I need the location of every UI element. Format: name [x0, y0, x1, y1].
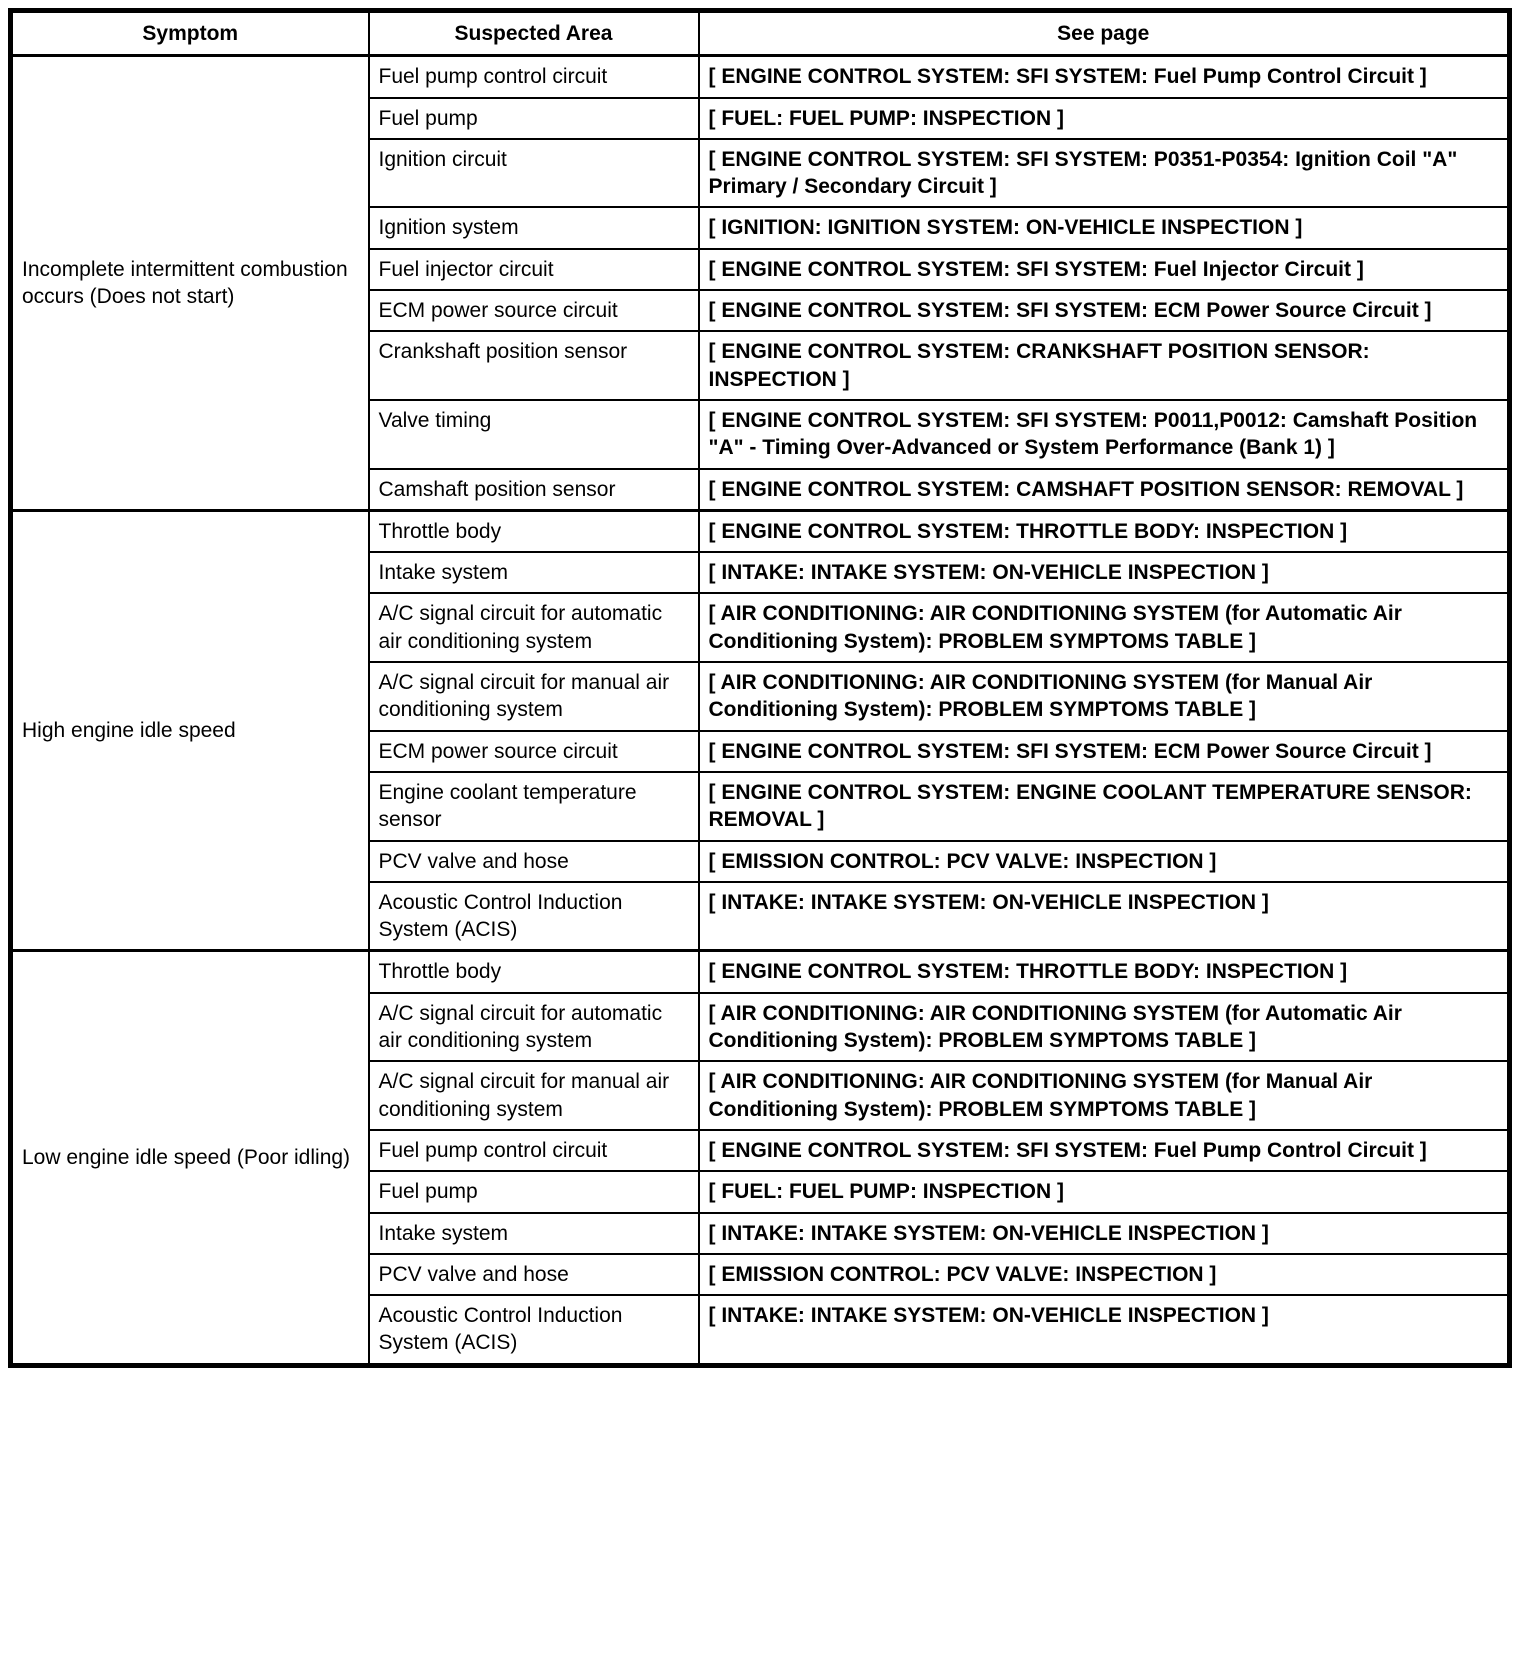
see-page-ref: [ ENGINE CONTROL SYSTEM: ENGINE COOLANT TEMPERATURE SENSOR: REMOVAL ] [699, 772, 1510, 841]
see-page-ref: [ FUEL: FUEL PUMP: INSPECTION ] [699, 98, 1510, 139]
symptom-cell: High engine idle speed [11, 510, 369, 951]
suspected-area-cell: Fuel pump control circuit [369, 56, 699, 98]
suspected-area-cell: A/C signal circuit for manual air conditioning system [369, 1061, 699, 1130]
see-page-ref: [ ENGINE CONTROL SYSTEM: THROTTLE BODY: INSPECTION ] [699, 510, 1510, 552]
suspected-area-cell: A/C signal circuit for automatic air conditioning system [369, 993, 699, 1062]
see-page-ref: [ INTAKE: INTAKE SYSTEM: ON-VEHICLE INSPECTION ] [699, 552, 1510, 593]
see-page-ref: [ ENGINE CONTROL SYSTEM: SFI SYSTEM: ECM Power Source Circuit ] [699, 290, 1510, 331]
suspected-area-cell: Ignition system [369, 207, 699, 248]
problem-symptoms-table [8, 8, 1512, 1368]
suspected-area-cell: Throttle body [369, 951, 699, 993]
suspected-area-cell: PCV valve and hose [369, 841, 699, 882]
suspected-area-cell: Ignition circuit [369, 139, 699, 208]
table-body [11, 56, 1510, 1365]
see-page-ref: [ ENGINE CONTROL SYSTEM: SFI SYSTEM: Fuel Pump Control Circuit ] [699, 56, 1510, 98]
see-page-ref: [ FUEL: FUEL PUMP: INSPECTION ] [699, 1171, 1510, 1212]
header-suspected-area: Suspected Area [369, 11, 699, 56]
suspected-area-cell: Fuel pump control circuit [369, 1130, 699, 1171]
suspected-area-cell: Fuel injector circuit [369, 249, 699, 290]
see-page-ref: [ IGNITION: IGNITION SYSTEM: ON-VEHICLE INSPECTION ] [699, 207, 1510, 248]
header-see-page: See page [699, 11, 1510, 56]
suspected-area-cell: Intake system [369, 552, 699, 593]
suspected-area-cell: Intake system [369, 1213, 699, 1254]
see-page-ref: [ EMISSION CONTROL: PCV VALVE: INSPECTION ] [699, 1254, 1510, 1295]
suspected-area-cell: Fuel pump [369, 98, 699, 139]
header-symptom: Symptom [11, 11, 369, 56]
see-page-ref: [ ENGINE CONTROL SYSTEM: SFI SYSTEM: P0351-P0354: Ignition Coil "A" Primary / Secondary Circuit ] [699, 139, 1510, 208]
see-page-ref: [ ENGINE CONTROL SYSTEM: SFI SYSTEM: P0011,P0012: Camshaft Position "A" - Timing Over-Advanced or System Performance (Bank 1) ] [699, 400, 1510, 469]
suspected-area-cell: PCV valve and hose [369, 1254, 699, 1295]
suspected-area-cell: Acoustic Control Induction System (ACIS) [369, 882, 699, 951]
suspected-area-cell: Crankshaft position sensor [369, 331, 699, 400]
suspected-area-cell: Camshaft position sensor [369, 469, 699, 511]
symptom-cell: Incomplete intermittent combustion occurs (Does not start) [11, 56, 369, 511]
see-page-ref: [ ENGINE CONTROL SYSTEM: CRANKSHAFT POSITION SENSOR: INSPECTION ] [699, 331, 1510, 400]
symptom-cell: Low engine idle speed (Poor idling) [11, 951, 369, 1365]
table-row [11, 951, 1510, 993]
see-page-ref: [ AIR CONDITIONING: AIR CONDITIONING SYSTEM (for Manual Air Conditioning System): PROBLEM SYMPTOMS TABLE ] [699, 662, 1510, 731]
see-page-ref: [ AIR CONDITIONING: AIR CONDITIONING SYSTEM (for Automatic Air Conditioning System): PROBLEM SYMPTOMS TABLE ] [699, 993, 1510, 1062]
see-page-ref: [ INTAKE: INTAKE SYSTEM: ON-VEHICLE INSPECTION ] [699, 1295, 1510, 1365]
see-page-ref: [ ENGINE CONTROL SYSTEM: CAMSHAFT POSITION SENSOR: REMOVAL ] [699, 469, 1510, 511]
suspected-area-cell: Fuel pump [369, 1171, 699, 1212]
see-page-ref: [ ENGINE CONTROL SYSTEM: SFI SYSTEM: Fuel Injector Circuit ] [699, 249, 1510, 290]
see-page-ref: [ EMISSION CONTROL: PCV VALVE: INSPECTION ] [699, 841, 1510, 882]
table-row [11, 510, 1510, 552]
table-row [11, 56, 1510, 98]
header-row [11, 11, 1510, 56]
suspected-area-cell: Acoustic Control Induction System (ACIS) [369, 1295, 699, 1365]
suspected-area-cell: Engine coolant temperature sensor [369, 772, 699, 841]
see-page-ref: [ ENGINE CONTROL SYSTEM: SFI SYSTEM: ECM Power Source Circuit ] [699, 731, 1510, 772]
see-page-ref: [ AIR CONDITIONING: AIR CONDITIONING SYSTEM (for Manual Air Conditioning System): PROBLEM SYMPTOMS TABLE ] [699, 1061, 1510, 1130]
see-page-ref: [ INTAKE: INTAKE SYSTEM: ON-VEHICLE INSPECTION ] [699, 882, 1510, 951]
suspected-area-cell: ECM power source circuit [369, 290, 699, 331]
suspected-area-cell: Throttle body [369, 510, 699, 552]
see-page-ref: [ ENGINE CONTROL SYSTEM: SFI SYSTEM: Fuel Pump Control Circuit ] [699, 1130, 1510, 1171]
see-page-ref: [ ENGINE CONTROL SYSTEM: THROTTLE BODY: INSPECTION ] [699, 951, 1510, 993]
suspected-area-cell: A/C signal circuit for automatic air conditioning system [369, 593, 699, 662]
see-page-ref: [ INTAKE: INTAKE SYSTEM: ON-VEHICLE INSPECTION ] [699, 1213, 1510, 1254]
suspected-area-cell: Valve timing [369, 400, 699, 469]
suspected-area-cell: ECM power source circuit [369, 731, 699, 772]
see-page-ref: [ AIR CONDITIONING: AIR CONDITIONING SYSTEM (for Automatic Air Conditioning System): PROBLEM SYMPTOMS TABLE ] [699, 593, 1510, 662]
suspected-area-cell: A/C signal circuit for manual air conditioning system [369, 662, 699, 731]
